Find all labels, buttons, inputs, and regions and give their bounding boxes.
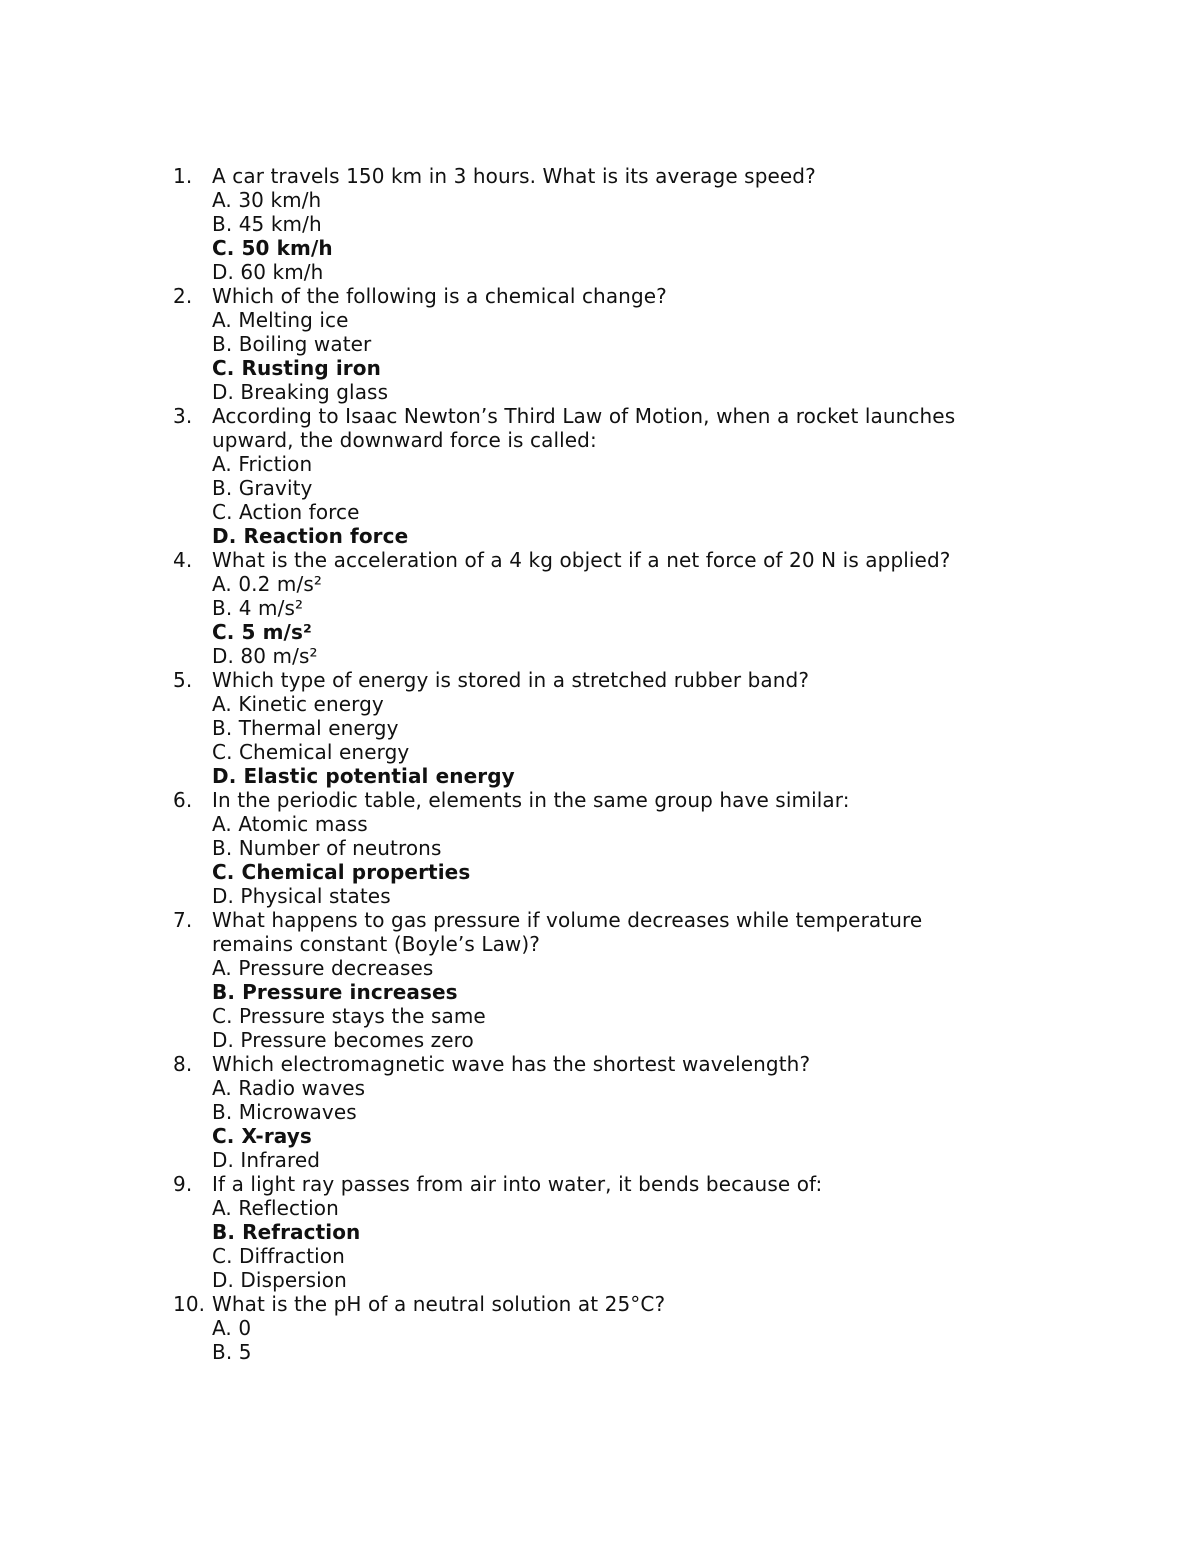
question-6 — [173, 788, 1073, 908]
question-line — [173, 1052, 1073, 1076]
answer-option-correct: C. Chemical properties — [212, 860, 471, 884]
question-line — [173, 548, 1073, 572]
answer-option: B. 4 m/s² — [212, 596, 304, 620]
answer-option: D. Infrared — [212, 1148, 321, 1172]
question-line-continued — [173, 428, 1073, 452]
question-text: A car travels 150 km in 3 hours. What is its average speed? — [212, 164, 816, 188]
answer-option: A. Reflection — [212, 1196, 339, 1220]
question-number: 2. — [173, 284, 193, 308]
answer-option: C. Diffraction — [212, 1244, 345, 1268]
answer-option-correct: D. Reaction force — [212, 524, 409, 548]
answer-option: A. Radio waves — [212, 1076, 366, 1100]
question-10 — [173, 1292, 1073, 1364]
question-text: remains constant (Boyle’s Law)? — [212, 932, 541, 956]
answer-option-correct: C. 5 m/s² — [212, 620, 312, 644]
answer-option: D. Physical states — [212, 884, 391, 908]
answer-option: D. 60 km/h — [212, 260, 324, 284]
question-text: Which electromagnetic wave has the shortest wavelength? — [212, 1052, 811, 1076]
question-number: 3. — [173, 404, 193, 428]
question-text: Which of the following is a chemical change? — [212, 284, 667, 308]
question-line-continued — [173, 932, 1073, 956]
answer-option: A. Pressure decreases — [212, 956, 434, 980]
question-number: 4. — [173, 548, 193, 572]
question-4 — [173, 548, 1073, 668]
answer-option: D. Breaking glass — [212, 380, 389, 404]
answer-option: D. Pressure becomes zero — [212, 1028, 474, 1052]
question-number: 10. — [173, 1292, 206, 1316]
answer-option: B. Microwaves — [212, 1100, 357, 1124]
answer-option: B. Number of neutrons — [212, 836, 442, 860]
answer-option: B. 45 km/h — [212, 212, 322, 236]
question-text: If a light ray passes from air into water, it bends because of: — [212, 1172, 823, 1196]
question-line — [173, 1172, 1073, 1196]
answer-option: B. Thermal energy — [212, 716, 399, 740]
question-9 — [173, 1172, 1073, 1292]
question-number: 7. — [173, 908, 193, 932]
question-text: upward, the downward force is called: — [212, 428, 597, 452]
answer-option: A. Melting ice — [212, 308, 349, 332]
question-number: 9. — [173, 1172, 193, 1196]
question-text: Which type of energy is stored in a stretched rubber band? — [212, 668, 810, 692]
answer-option: B. Boiling water — [212, 332, 372, 356]
answer-option: D. Dispersion — [212, 1268, 347, 1292]
answer-option: C. Chemical energy — [212, 740, 410, 764]
answer-option: A. 30 km/h — [212, 188, 322, 212]
question-line — [173, 668, 1073, 692]
question-8 — [173, 1052, 1073, 1172]
answer-option: C. Action force — [212, 500, 360, 524]
question-line — [173, 1292, 1073, 1316]
answer-option: A. 0 — [212, 1316, 252, 1340]
question-5 — [173, 668, 1073, 788]
answer-option-correct: D. Elastic potential energy — [212, 764, 515, 788]
question-line — [173, 788, 1073, 812]
question-line — [173, 908, 1073, 932]
answer-option-correct: C. X-rays — [212, 1124, 312, 1148]
question-text: What is the pH of a neutral solution at 25°C? — [212, 1292, 666, 1316]
question-number: 8. — [173, 1052, 193, 1076]
question-line — [173, 164, 1073, 188]
question-line — [173, 284, 1073, 308]
answer-option: B. Gravity — [212, 476, 313, 500]
answer-option: A. Kinetic energy — [212, 692, 384, 716]
question-text: According to Isaac Newton’s Third Law of Motion, when a rocket launches — [212, 404, 956, 428]
question-text: What happens to gas pressure if volume decreases while temperature — [212, 908, 923, 932]
question-number: 5. — [173, 668, 193, 692]
question-1 — [173, 164, 1073, 284]
question-text: In the periodic table, elements in the same group have similar: — [212, 788, 850, 812]
answer-option: D. 80 m/s² — [212, 644, 318, 668]
answer-option: C. Pressure stays the same — [212, 1004, 486, 1028]
question-number: 6. — [173, 788, 193, 812]
answer-option: A. Friction — [212, 452, 313, 476]
question-number: 1. — [173, 164, 193, 188]
quiz-list — [173, 164, 1073, 1364]
question-line — [173, 404, 1073, 428]
answer-option: A. Atomic mass — [212, 812, 368, 836]
question-2 — [173, 284, 1073, 404]
question-7 — [173, 908, 1073, 1052]
answer-option: A. 0.2 m/s² — [212, 572, 322, 596]
question-text: What is the acceleration of a 4 kg object if a net force of 20 N is applied? — [212, 548, 951, 572]
answer-option-correct: B. Refraction — [212, 1220, 361, 1244]
answer-option-correct: C. 50 km/h — [212, 236, 333, 260]
answer-option-correct: C. Rusting iron — [212, 356, 381, 380]
answer-option: B. 5 — [212, 1340, 252, 1364]
question-3 — [173, 404, 1073, 548]
answer-option-correct: B. Pressure increases — [212, 980, 458, 1004]
